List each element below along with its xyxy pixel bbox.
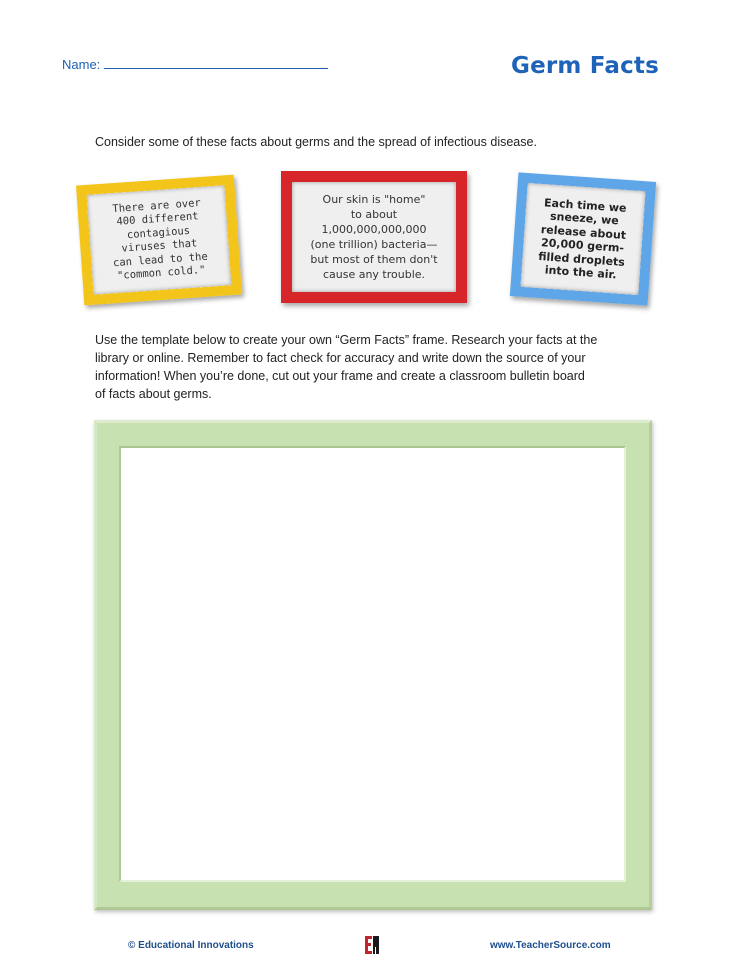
fact-frame-blue [510, 172, 656, 305]
fact-line: "common cold." [116, 263, 206, 282]
fact-line: but most of them don't [310, 253, 438, 266]
footer-copyright: © Educational Innovations [128, 940, 254, 951]
fact-line: (one trillion) bacteria— [310, 238, 438, 251]
fact-line: There are over [112, 196, 202, 215]
fact-line: can lead to the [112, 250, 209, 269]
fact-line: 1,000,000,000,000 [321, 223, 427, 236]
page-title: Germ Facts [511, 53, 659, 79]
fact-frame-card [292, 182, 456, 292]
fact-line: release about [540, 222, 627, 242]
name-label: Name: [62, 57, 101, 72]
fact-line: to about [350, 208, 398, 221]
fact-line: Each time we [543, 195, 627, 215]
fact-line: filled droplets [537, 249, 626, 269]
name-line[interactable] [104, 57, 328, 69]
instructions-line: library or online. Remember to fact check for accuracy and write down the source of your [95, 351, 586, 365]
fact-frame-card [521, 183, 646, 295]
instructions-line: Use the template below to create your own “Germ Facts” frame. Research your facts at the [95, 333, 598, 347]
instructions-line: information! When you’re done, cut out your frame and create a classroom bulletin board [95, 369, 585, 383]
instructions-line: of facts about germs. [95, 387, 212, 401]
intro-text: Consider some of these facts about germs and the spread of infectious disease. [95, 135, 537, 149]
fact-line: sneeze, we [549, 209, 620, 228]
name-field[interactable] [62, 57, 328, 72]
template-writing-area[interactable] [119, 446, 626, 882]
fact-frame-card [87, 185, 232, 294]
fact-text [537, 196, 629, 283]
fact-frame-red [281, 171, 467, 303]
fact-line: contagious [126, 224, 191, 241]
educational-innovations-logo-icon [364, 935, 380, 955]
fact-text [109, 196, 209, 283]
fact-line: viruses that [121, 237, 198, 255]
fact-line: Our skin is "home" [322, 193, 426, 206]
fact-line: 400 different [116, 210, 199, 228]
footer-website[interactable]: www.TeacherSource.com [490, 940, 611, 951]
fact-line: 20,000 germ- [540, 236, 625, 255]
fact-text [310, 192, 437, 282]
fact-line: cause any trouble. [322, 268, 426, 281]
fact-line: into the air. [544, 263, 617, 282]
germ-facts-template-frame [94, 420, 652, 910]
instructions-text [95, 331, 655, 403]
fact-frame-yellow [76, 175, 242, 306]
